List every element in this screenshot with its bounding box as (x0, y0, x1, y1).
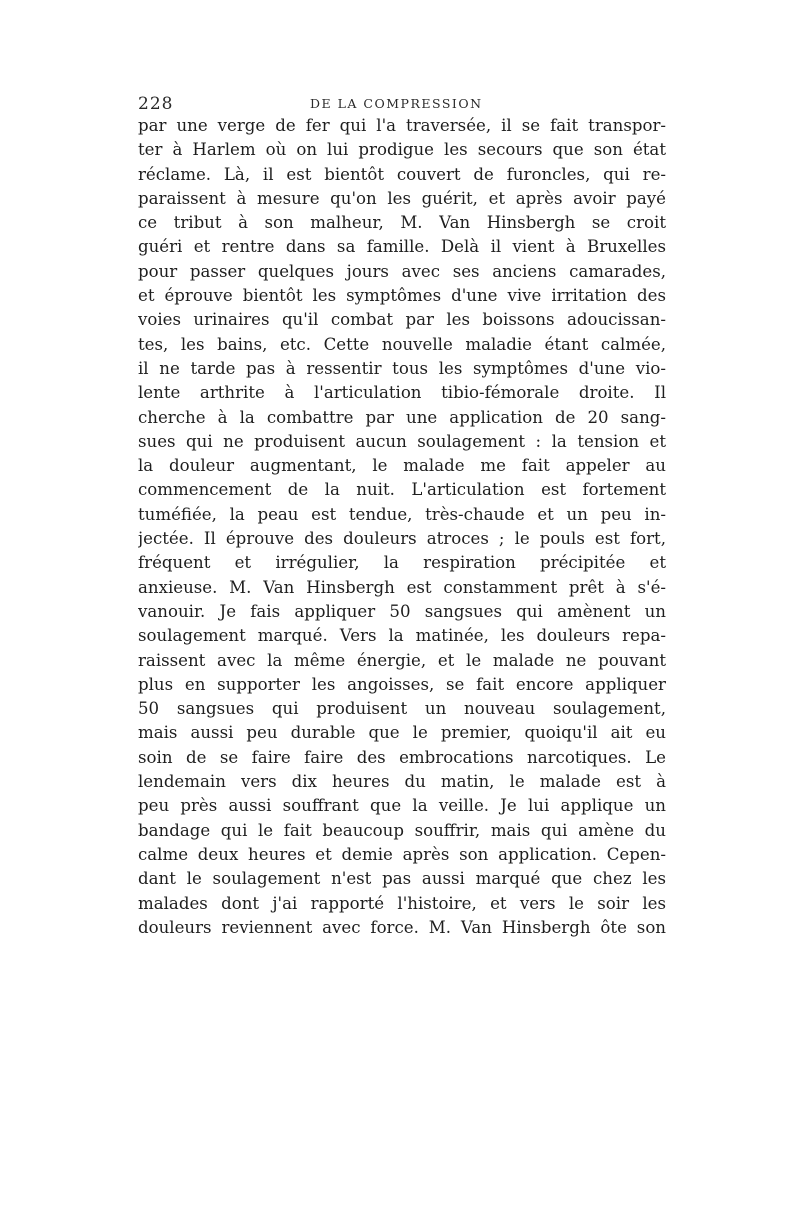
text-line: plus en supporter les angoisses, se fait encore appliquer (138, 674, 666, 694)
text-line: vanouir. Je fais appliquer 50 sangsues qui amènent un (138, 601, 666, 621)
text-line: malades dont j'ai rapporté l'histoire, et vers le soir les (138, 893, 666, 913)
body-text (138, 114, 666, 940)
text-line: bandage qui le fait beaucoup souffrir, mais qui amène du (138, 820, 666, 840)
text-line: la douleur augmentant, le malade me fait appeler au (138, 456, 666, 476)
text-line: mais aussi peu durable que le premier, quoiqu'il ait eu (138, 723, 666, 743)
text-line: ter à Harlem où on lui prodigue les secours que son état (138, 140, 666, 160)
text-line: voies urinaires qu'il combat par les boissons adoucissan- (138, 310, 666, 330)
text-line: et éprouve bientôt les symptômes d'une vive irritation des (138, 286, 666, 306)
text-line: sues qui ne produisent aucun soulagement : la tension et (138, 431, 666, 451)
text-line: lendemain vers dix heures du matin, le malade est à (138, 772, 666, 792)
text-line: soulagement marqué. Vers la matinée, les douleurs repa- (138, 626, 666, 646)
text-line: dant le soulagement n'est pas aussi marqué que chez les (138, 869, 666, 889)
text-line: guéri et rentre dans sa famille. Delà il vient à Bruxelles (138, 237, 666, 257)
text-line: paraissent à mesure qu'on les guérit, et après avoir payé (138, 188, 666, 208)
text-line: pour passer quelques jours avec ses anciens camarades, (138, 261, 666, 281)
text-line: tes, les bains, etc. Cette nouvelle maladie étant calmée, (138, 334, 666, 354)
text-line: ce tribut à son malheur, M. Van Hinsbergh se croit (138, 213, 666, 233)
running-title: DE LA COMPRESSION (310, 96, 483, 111)
text-line: réclame. Là, il est bientôt couvert de furoncles, qui re- (138, 164, 666, 184)
page-number: 228 (138, 94, 174, 114)
text-line: par une verge de fer qui l'a traversée, il se fait transpor- (138, 116, 666, 135)
text-line: douleurs reviennent avec force. M. Van Hinsbergh ôte son (138, 917, 666, 937)
text-line: commencement de la nuit. L'articulation est fortement (138, 480, 666, 500)
text-line: tuméfiée, la peau est tendue, très-chaude et un peu in- (138, 504, 666, 524)
text-line: raissent avec la même énergie, et le malade ne pouvant (138, 650, 666, 670)
text-line: il ne tarde pas à ressentir tous les symptômes d'une vio- (138, 358, 666, 378)
text-line: soin de se faire faire des embrocations narcotiques. Le (138, 747, 666, 767)
text-line: 50 sangsues qui produisent un nouveau soulagement, (138, 699, 666, 719)
text-line: jectée. Il éprouve des douleurs atroces ; le pouls est fort, (138, 529, 666, 549)
text-line: fréquent et irrégulier, la respiration précipitée et (138, 553, 666, 573)
text-line: calme deux heures et demie après son application. Cepen- (138, 844, 666, 864)
text-line: anxieuse. M. Van Hinsbergh est constamment prêt à s'é- (138, 577, 666, 597)
text-line: cherche à la combattre par une application de 20 sang- (138, 407, 666, 427)
text-line: lente arthrite à l'articulation tibio-fémorale droite. Il (138, 383, 666, 403)
text-line: peu près aussi souffrant que la veille. Je lui applique un (138, 796, 666, 816)
